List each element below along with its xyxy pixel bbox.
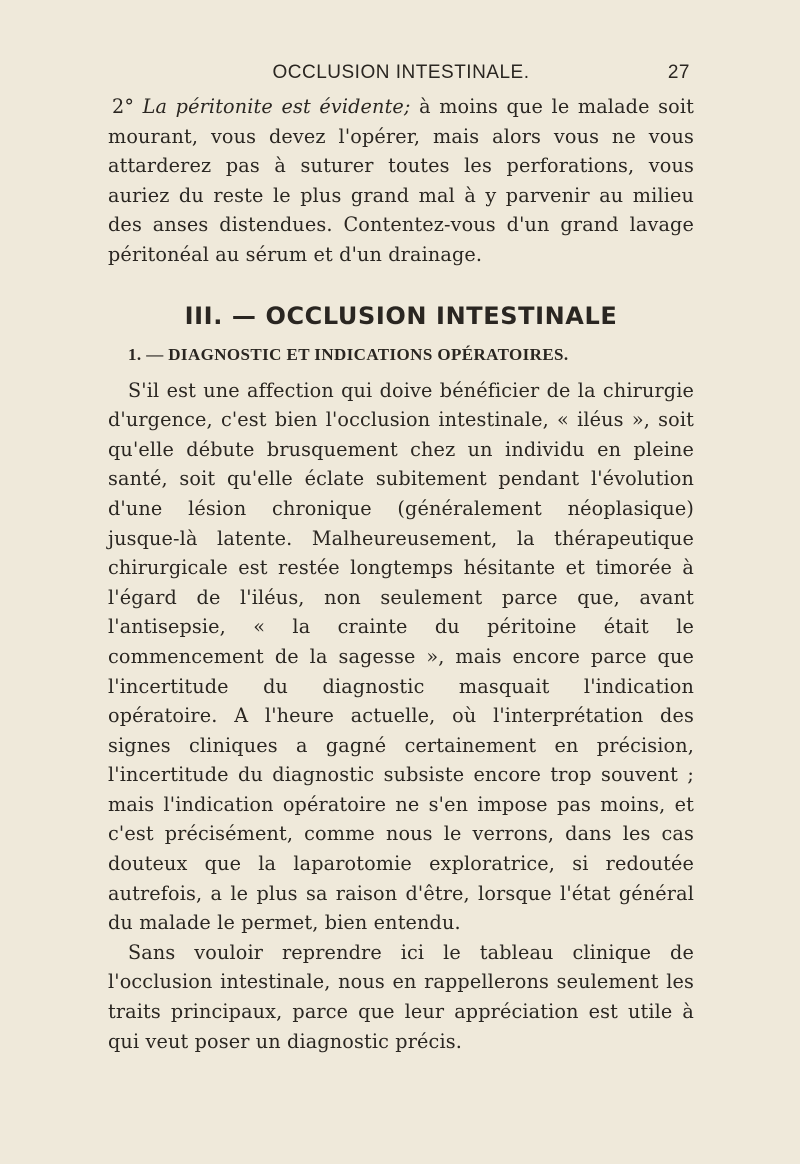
paragraph-clinical: Sans vouloir reprendre ici le tableau clinique de l'occlusion intestinale, nous en rappellerons seulement les traits principaux, parce que leur appréciation est utile à qui veut poser un diagnostic précis. [108,940,694,1053]
paragraph-peritonitis [108,92,694,270]
list-number: 2° [112,95,143,118]
section-heading: III. — OCCLUSION INTESTINALE [184,301,618,330]
subsection-heading: 1. — DIAGNOSTIC ET INDICATIONS OPÉRATOIRES. [128,344,569,364]
running-head [112,62,690,90]
paragraph-text: à moins que le malade soit mourant, vous devez l'opérer, mais alors vous ne vous attarderez pas à suturer toutes les perforations, vous auriez du reste le plus grand mal à y parvenir au milieu des anses distendues. Contentez-vous d'un grand lavage péritonéal au sérum et d'un drainage. [108,95,694,266]
paragraph-occlusion: S'il est une affection qui doive bénéficier de la chirurgie d'urgence, c'est bien l'occlusion intestinale, « iléus », soit qu'elle débute brusquement chez un individu en pleine santé, soit qu'elle éclate subitement pendant l'évolution d'une lésion chronique (généralement néoplasique) jusque-là latente. Malheureusement, la thérapeutique chirurgicale est restée longtemps hésitante et timorée à l'égard de l'iléus, non seulement parce que, avant l'antisepsie, « la crainte du péritoine était le commencement de la sagesse », mais encore parce que l'incertitude du diagnostic masquait l'indication opératoire. A l'heure actuelle, où l'interprétation des signes cliniques a gagné certainement en précision, l'incertitude du diagnostic subsiste encore trop souvent ; mais l'indication opératoire ne s'en impose pas moins, et c'est précisément, comme nous le verrons, dans les cas douteux que la laparotomie exploratrice, si redoutée autrefois, a le plus sa raison d'être, lorsque l'état général du malade le permet, bien entendu. [108,378,694,935]
page-number: 27 [667,62,690,83]
running-title: OCCLUSION INTESTINALE. [272,62,530,83]
page-body [108,92,694,1056]
italic-lead: La péritonite est évidente; [142,95,411,118]
